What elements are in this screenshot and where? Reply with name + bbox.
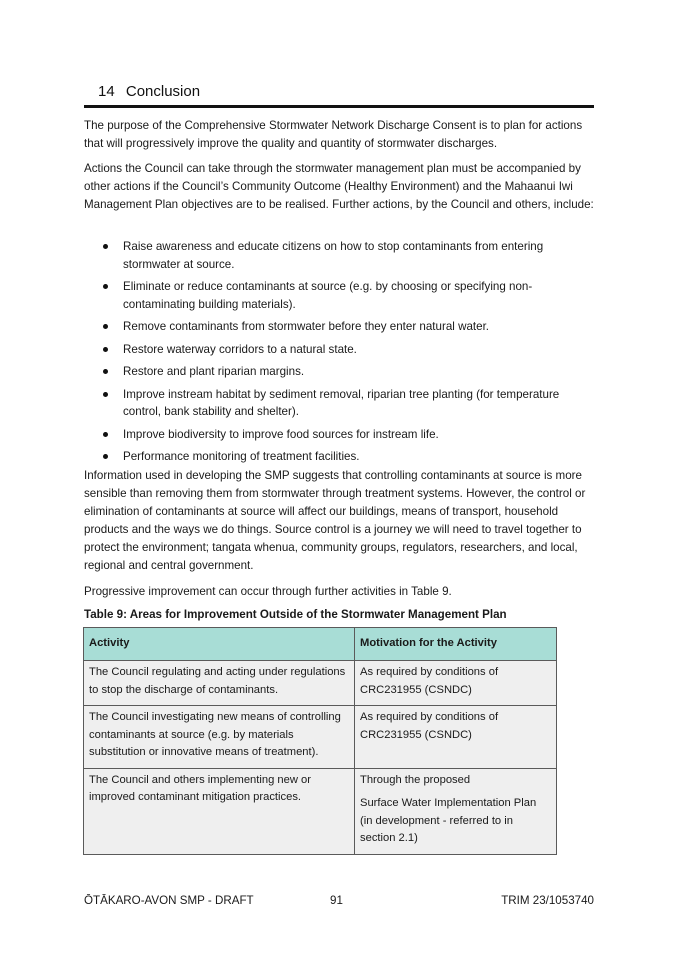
table-header-row (84, 628, 557, 661)
list-item: Improve instream habitat by sediment removal, riparian tree planting (for temperature control, bank stability and shelter). (84, 386, 584, 421)
column-header-activity: Activity (84, 628, 355, 661)
paragraph-actions: Actions the Council can take through the stormwater management plan must be accompanied by other actions if the Council’s Community Outcome (Healthy Environment) and the Mahaanui Iwi Management Plan objectives are to be realised. Further actions, by the Council and others, include: (84, 162, 594, 211)
list-item: Improve biodiversity to improve food sources for instream life. (84, 426, 584, 444)
section-number: 14 (98, 83, 115, 100)
heading-rule (84, 105, 594, 108)
activity-cell: The Council investigating new means of controlling contaminants at source (e.g. by materials substitution or innovative means of treatment). (84, 706, 355, 769)
list-item: Remove contaminants from stormwater before they enter natural water. (84, 318, 584, 336)
motivation-text: Through the proposed (360, 773, 471, 786)
paragraph-purpose: The purpose of the Comprehensive Stormwater Network Discharge Consent is to plan for actions that will progressively improve the quality and quantity of stormwater discharges. (84, 119, 583, 150)
table-row (84, 706, 557, 769)
improvement-table (83, 627, 557, 855)
table-row (84, 661, 557, 706)
list-item: Eliminate or reduce contaminants at source (e.g. by choosing or specifying non-contaminating building materials). (84, 278, 584, 313)
paragraph-progressive: Progressive improvement can occur through further activities in Table 9. (84, 585, 452, 598)
activity-cell: The Council regulating and acting under regulations to stop the discharge of contaminants. (84, 661, 355, 706)
paragraph-information: Information used in developing the SMP suggests that controlling contaminants at source is more sensible than removing them from stormwater through treatment systems. However, the control or elimination of contaminants at source will affect our buildings, means of transport, household products and the ways we do things. Source control is a journey we will need to travel together to protect the environment; tangata whenua, community groups, regulators, researchers, and local, regional and central government. (84, 469, 586, 572)
list-item: Restore waterway corridors to a natural state. (84, 341, 584, 359)
motivation-text: As required by conditions of CRC231955 (CSNDC) (360, 666, 499, 696)
motivation-cell (355, 706, 557, 769)
column-header-motivation: Motivation for the Activity (355, 628, 557, 661)
footer-trim-reference: TRIM 23/1053740 (501, 894, 594, 907)
table-caption: Table 9: Areas for Improvement Outside of the Stormwater Management Plan (84, 608, 507, 621)
footer-document-title: ŌTĀKARO-AVON SMP - DRAFT (84, 894, 254, 907)
list-item: Restore and plant riparian margins. (84, 363, 584, 381)
section-heading (98, 82, 200, 102)
table-row (84, 768, 557, 854)
motivation-text: As required by conditions of CRC231955 (CSNDC) (360, 711, 499, 741)
further-actions-list (84, 238, 584, 471)
activity-cell: The Council and others implementing new or improved contaminant mitigation practices. (84, 768, 355, 854)
list-item: Raise awareness and educate citizens on how to stop contaminants from entering stormwater at source. (84, 238, 584, 273)
list-item: Performance monitoring of treatment facilities. (84, 448, 584, 466)
motivation-cell (355, 661, 557, 706)
section-title: Conclusion (125, 83, 201, 100)
motivation-cell (355, 768, 557, 854)
footer-page-number: 91 (330, 894, 343, 907)
motivation-text: Surface Water Implementation Plan (in development - referred to in section 2.1) (360, 797, 537, 844)
